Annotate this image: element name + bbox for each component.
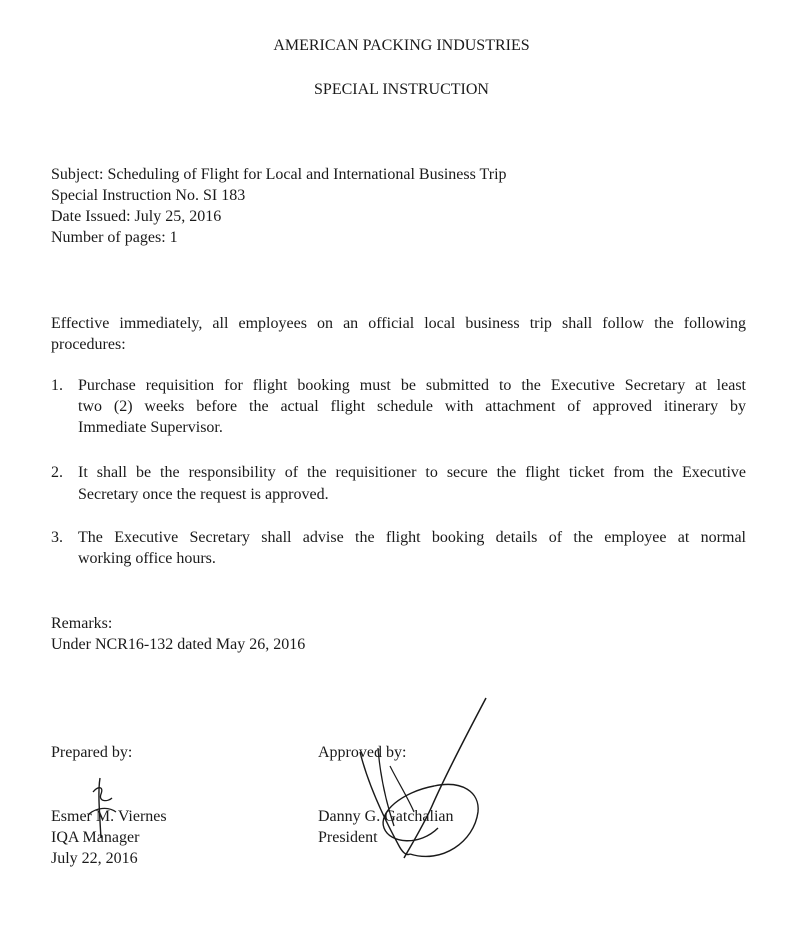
procedure-line: Secretary once the request is approved. xyxy=(78,486,329,503)
instruction-number: Special Instruction No. SI 183 xyxy=(51,187,246,204)
remarks-text: Under NCR16-132 dated May 26, 2016 xyxy=(51,636,306,653)
procedure-line: The Executive Secretary shall advise the flight booking details of the employee at normal xyxy=(78,529,746,546)
date-issued: Date Issued: July 25, 2016 xyxy=(51,208,222,225)
procedure-line: Immediate Supervisor. xyxy=(78,419,223,436)
prepared-by-label: Prepared by: xyxy=(51,744,133,761)
procedure-number: 2. xyxy=(51,464,63,481)
procedure-number: 3. xyxy=(51,529,63,546)
procedure-line: two (2) weeks before the actual flight schedule with attachment of approved itinerary by xyxy=(78,398,746,415)
procedure-line: working office hours. xyxy=(78,550,216,567)
approved-by-title: President xyxy=(318,829,378,846)
prepared-by-date: July 22, 2016 xyxy=(51,850,138,867)
intro-line-1: Effective immediately, all employees on an official local business trip shall follow the following xyxy=(51,315,746,332)
company-name: AMERICAN PACKING INDUSTRIES xyxy=(273,37,530,54)
number-of-pages: Number of pages: 1 xyxy=(51,229,178,246)
procedure-number: 1. xyxy=(51,377,63,394)
prepared-by-name: Esmer M. Viernes xyxy=(51,808,167,825)
approved-by-name: Danny G. Gatchalian xyxy=(318,808,454,825)
procedure-line: It shall be the responsibility of the requisitioner to secure the flight ticket from the Executive xyxy=(78,464,746,481)
intro-line-2: procedures: xyxy=(51,336,126,353)
document-type: SPECIAL INSTRUCTION xyxy=(314,81,489,98)
approved-by-label: Approved by: xyxy=(318,744,407,761)
procedure-line: Purchase requisition for flight booking must be submitted to the Executive Secretary at least xyxy=(78,377,746,394)
prepared-by-title: IQA Manager xyxy=(51,829,140,846)
remarks-label: Remarks: xyxy=(51,615,113,632)
subject-line: Subject: Scheduling of Flight for Local and International Business Trip xyxy=(51,166,507,183)
